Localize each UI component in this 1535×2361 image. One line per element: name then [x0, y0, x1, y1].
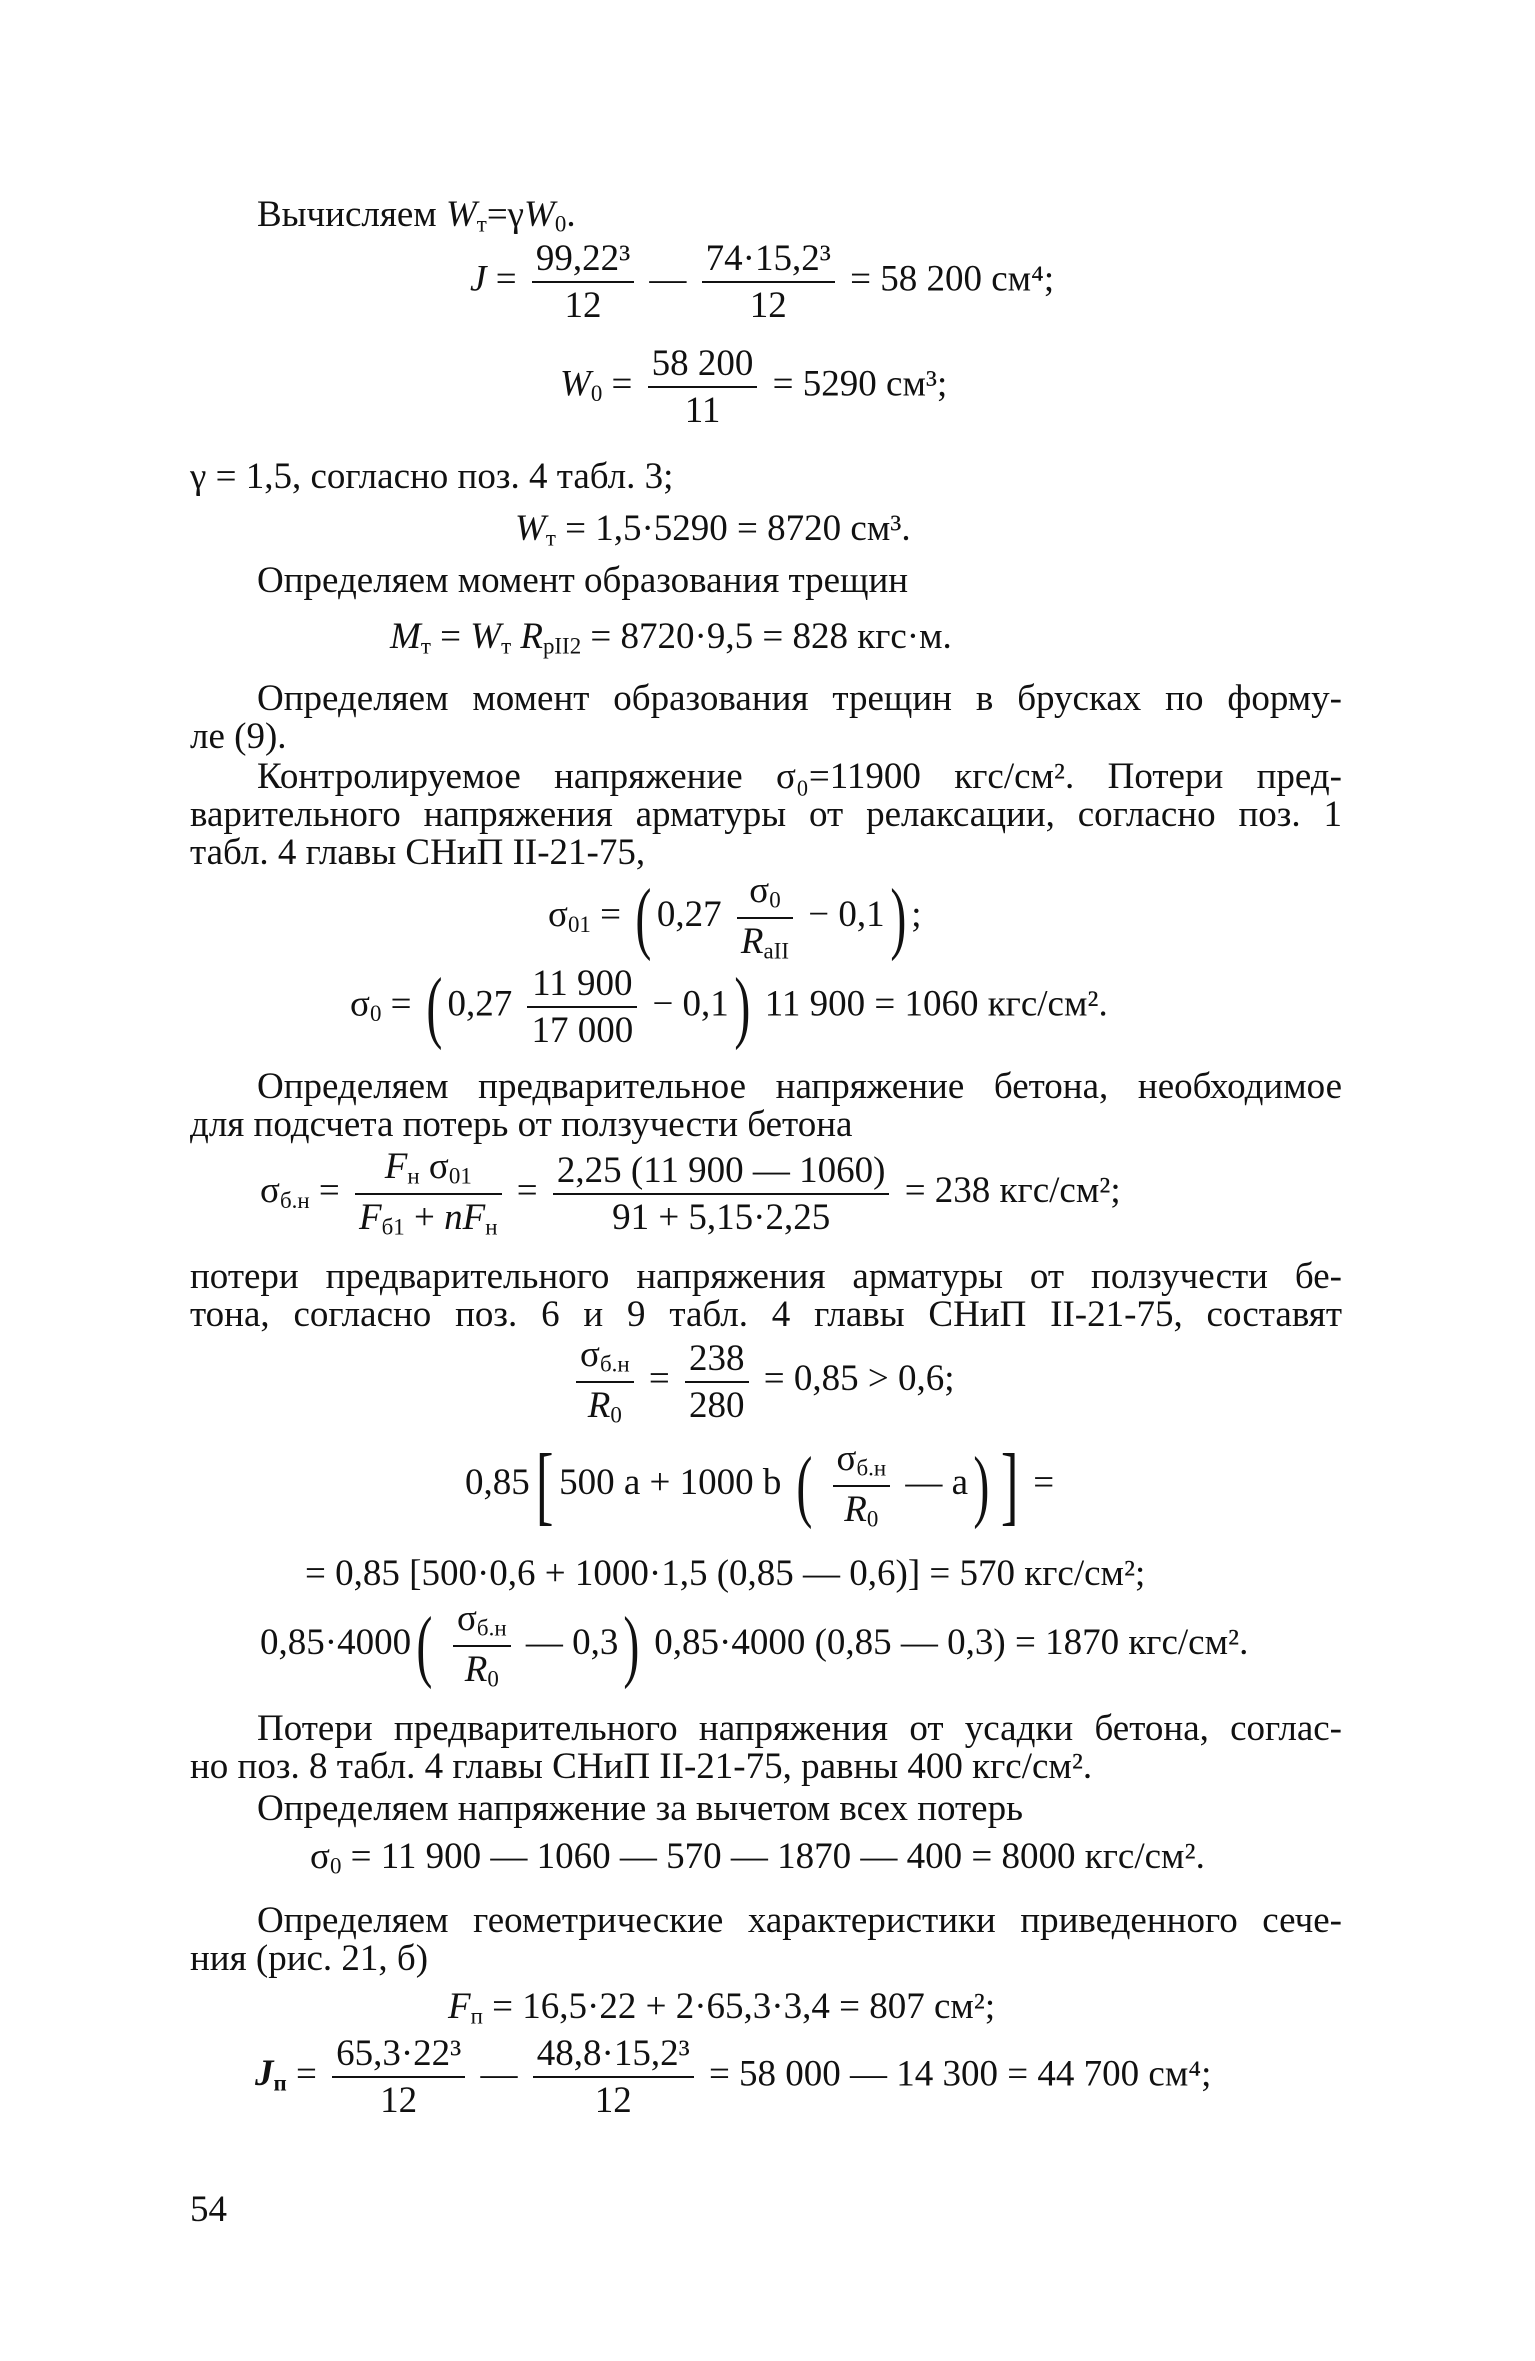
- text-line: [257, 196, 576, 237]
- fraction: $\frac{\text{48,8·15,2³}}{12}$: [533, 2035, 694, 2119]
- text-final: Определяем напряжение за вычетом всех потерь: [257, 1788, 1023, 1829]
- fraction: $\frac{\text{74·15,2³}}{12}$: [702, 240, 835, 324]
- text-moment: Определяем момент образования трещин: [257, 560, 909, 601]
- text-control-3: табл. 4 главы СНиП II-21-75,: [190, 832, 646, 873]
- formula-sigma01: $\sigma_{01}$ = ( 0,27 $\frac{\sigma_0}{R_{aII}}$ − 0,1) ;: [548, 870, 922, 964]
- text-geom-2: ния (рис. 21, б): [190, 1938, 429, 1979]
- text-pre-1: Определяем предварительное напряжение бетона, необходимое: [257, 1066, 1342, 1107]
- fraction: $\frac{\text{99,22³}}{12}$: [532, 240, 634, 324]
- fraction: $\frac{F_н \sigma_{01}}{F_{б1} + nF_н}$: [355, 1148, 502, 1239]
- formula-wt-calc: $W_т = 1,5\cdot 5290 = 8720$ см³.: [515, 508, 911, 551]
- text-bars-2: ле (9).: [190, 716, 287, 757]
- text-shrink-1: Потери предварительного напряжения от усадки бетона, соглас-: [257, 1708, 1342, 1749]
- text-creep-2: тона, согласно поз. 6 и 9 табл. 4 главы СНиП II-21-75, составят: [190, 1294, 1342, 1335]
- text-shrink-2: но поз. 8 табл. 4 главы СНиП II-21-75, равны 400 кгс/см².: [190, 1746, 1093, 1787]
- page-number: 54: [190, 2189, 227, 2230]
- fraction: $\frac{\sigma_0}{R_{aII}}$: [737, 872, 793, 963]
- formula-loss-c: 0,85·4000( $\frac{\sigma_{б.н}}{R_0}$ — 0,3) 0,85·4000 (0,85 — 0,3) = 1870 кгс/см².: [260, 1598, 1249, 1692]
- formula-ratio: $\frac{\sigma_{б.н}}{R_0}$ = $\frac{238}{280}$ = 0,85 > 0,6;: [570, 1336, 955, 1427]
- formula-loss-a: 0,85[ 500 a + 1000 b ( $\frac{\sigma_{б.н}}{R_0}$ — a) ] =: [465, 1436, 1055, 1534]
- formula-sigma-bh: $\sigma_{б.н}$ = $\frac{F_н \sigma_{01}}{F_{б1} + nF_н}$ = $\frac{2,25 (11 900 — 1060)}{91 + 5,15\cdot 2,25}$ = 238 кгс/см²;: [260, 1146, 1121, 1240]
- fraction: $\frac{238}{280}$: [685, 1340, 749, 1424]
- fraction: $\frac{\text{65,3·22³}}{12}$: [332, 2035, 465, 2119]
- formula-mt: $M_т = W_т$ $R_{рII2} = 8720\cdot 9,5 = 828$ кгс·м.: [390, 616, 952, 659]
- formula-j: J = $\frac{\text{99,22³}}{12}$ — $\frac{\text{74·15,2³}}{12}$ = 58 200 см⁴;: [470, 238, 1055, 326]
- formula-sigma0: $\sigma_0$ = ( 0,27 $\frac{11 900}{17 000}$ − 0,1) 11 900 = 1060 кгс/см².: [350, 963, 1108, 1051]
- text-control-1: Контролируемое напряжение σ₀=11900 кгс/см². Потери пред-: [257, 756, 1342, 797]
- fraction: $\frac{2,25 (11 900 — 1060)}{91 + 5,15\cdot 2,25}$: [553, 1152, 890, 1236]
- fraction: $\frac{58 200}{11}$: [648, 345, 758, 429]
- formula-loss-b: = 0,85 [500·0,6 + 1000·1,5 (0,85 — 0,6)] = 570 кгс/см²;: [305, 1553, 1146, 1594]
- fraction: $\frac{\sigma_{б.н}}{R_0}$: [453, 1600, 511, 1691]
- text-geom-1: Определяем геометрические характеристики приведенного сече-: [257, 1900, 1342, 1941]
- fraction: $\frac{\sigma_{б.н}}{R_0}$: [833, 1440, 891, 1531]
- text-pre-2: для подсчета потерь от ползучести бетона: [190, 1104, 853, 1145]
- text-bars-1: Определяем момент образования трещин в брусках по форму-: [257, 678, 1342, 719]
- formula-w0: $W_0$ = $\frac{58 200}{11}$ = 5290 см³;: [560, 343, 948, 431]
- fraction: $\frac{\sigma_{б.н}}{R_0}$: [576, 1336, 634, 1427]
- formula-final: $\sigma_0 = 11$ 900 — 1060 — 570 — 1870 — 400 = 8000 кгс/см².: [310, 1836, 1205, 1879]
- text-calc: Вычисляем: [257, 194, 437, 235]
- formula-fp: $F_п = 16,5\cdot 22 + 2\cdot 65,3\cdot 3,4 = 807$ см²;: [448, 1986, 996, 2029]
- text-gamma: γ = 1,5, согласно поз. 4 табл. 3;: [190, 456, 674, 497]
- text-creep-1: потери предварительного напряжения арматуры от ползучести бе-: [190, 1256, 1342, 1297]
- formula-wt-def: $W_т=\gamma W_0$.: [445, 194, 576, 237]
- text-control-2: варительного напряжения арматуры от релаксации, согласно поз. 1: [190, 794, 1342, 835]
- fraction: $\frac{11 900}{17 000}$: [527, 965, 637, 1049]
- formula-jp: $J_п$ = $\frac{\text{65,3·22³}}{12}$ — $\frac{\text{48,8·15,2³}}{12}$ = 58 000 — 14 300 = 44 700 см⁴;: [255, 2033, 1212, 2121]
